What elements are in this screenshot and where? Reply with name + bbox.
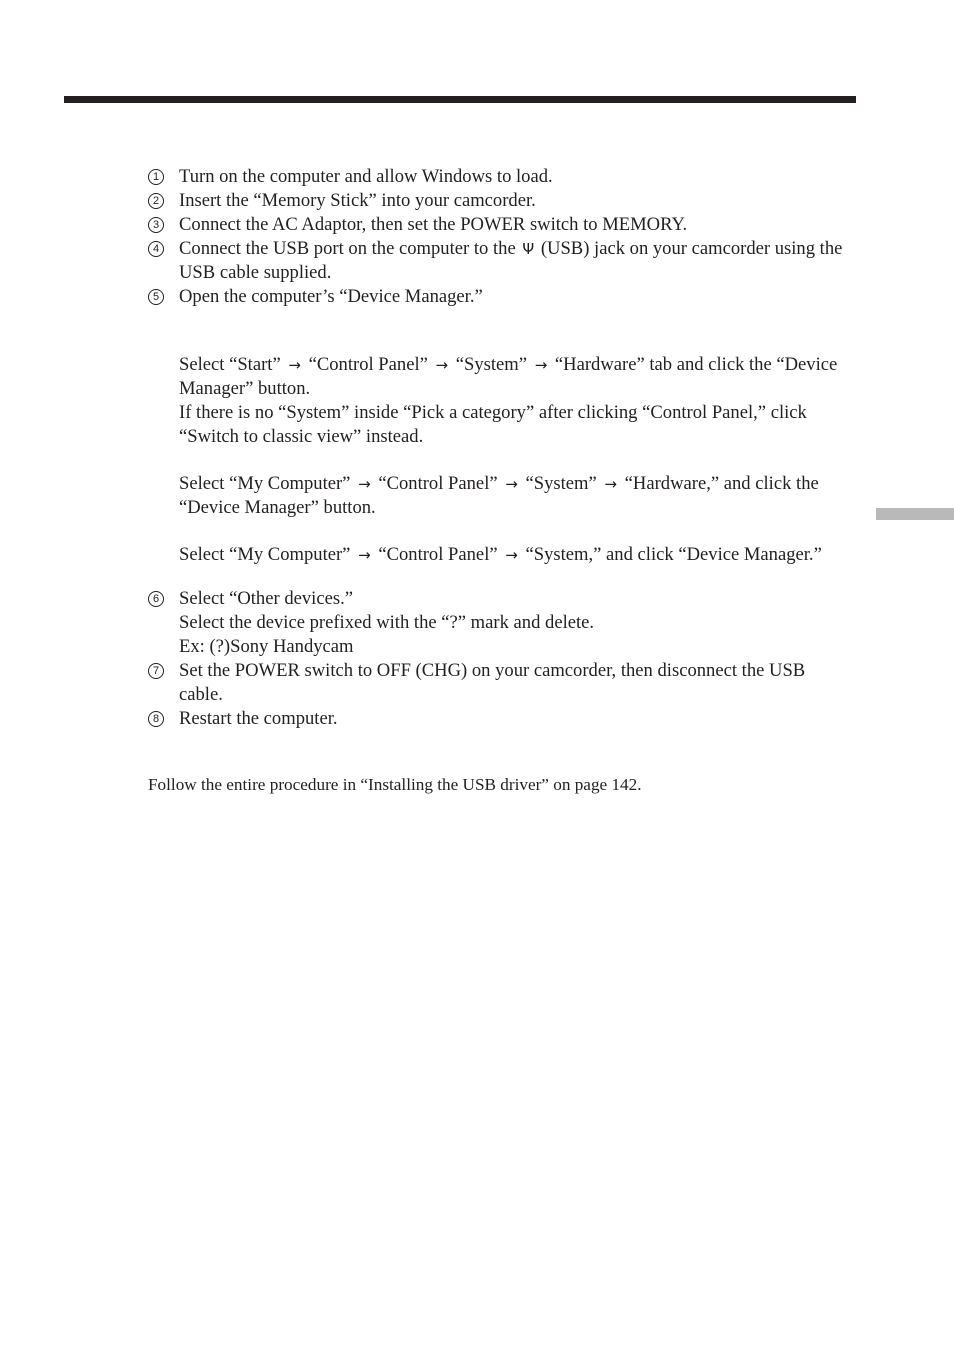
step-text: Restart the computer. xyxy=(179,708,338,729)
step-text: Connect the AC Adaptor, then set the POWER switch to MEMORY. xyxy=(179,214,688,235)
step-text: Insert the “Memory Stick” into your camcorder. xyxy=(179,190,536,211)
step-text: Set the POWER switch to OFF (CHG) on your camcorder, then disconnect the USB cable. xyxy=(179,660,806,705)
arrow-icon: → xyxy=(358,475,371,493)
os-instruction-1-note: If there is no “System” inside “Pick a category” after clicking “Control Panel,” click “Switch to classic view” instead. xyxy=(179,402,807,447)
os-instruction-1: Select “Start” → “Control Panel” → “System” → “Hardware” tab and click the “Device Manager” button. xyxy=(179,354,838,399)
os-instruction-3: Select “My Computer” → “Control Panel” → “System,” and click “Device Manager.” xyxy=(179,544,822,565)
step-number: 2 xyxy=(148,193,164,209)
final-instruction: Follow the entire procedure in “Installing the USB driver” on page 142. xyxy=(148,775,642,794)
step-number: 7 xyxy=(148,663,164,679)
step-number: 3 xyxy=(148,217,164,233)
step-number: 6 xyxy=(148,591,164,607)
step-number: 4 xyxy=(148,241,164,257)
arrow-icon: → xyxy=(505,475,518,493)
instructions-body xyxy=(148,165,848,797)
step-number: 5 xyxy=(148,289,164,305)
usb-icon: Ψ xyxy=(522,240,535,258)
step-1 xyxy=(148,165,848,189)
step-text: Turn on the computer and allow Windows to load. xyxy=(179,166,553,187)
arrow-icon: → xyxy=(358,546,371,564)
step-text: (USB) jack on your camcorder using the USB cable supplied. xyxy=(179,238,843,283)
step-6 xyxy=(148,587,848,659)
step-7 xyxy=(148,659,848,707)
step-5 xyxy=(148,285,848,309)
arrow-icon: → xyxy=(288,356,301,374)
step-4 xyxy=(148,237,848,285)
step-3 xyxy=(148,213,848,237)
step-text: Ex: (?)Sony Handycam xyxy=(179,636,354,657)
arrow-icon: → xyxy=(505,546,518,564)
step-text: Select the device prefixed with the “?” mark and delete. xyxy=(179,612,595,633)
step-2 xyxy=(148,189,848,213)
arrow-icon: → xyxy=(534,356,548,374)
header-rule xyxy=(64,96,856,103)
step-text: Open the computer’s “Device Manager.” xyxy=(179,286,483,307)
step-number: 8 xyxy=(148,711,164,727)
step-8 xyxy=(148,707,848,731)
step-number: 1 xyxy=(148,169,164,185)
arrow-icon: → xyxy=(435,356,449,374)
os-instruction-2: Select “My Computer” → “Control Panel” → “System” → “Hardware,” and click the “Device Manager” button. xyxy=(179,473,819,518)
step-text: Select “Other devices.” xyxy=(179,588,353,609)
section-tab-marker xyxy=(876,508,954,520)
step-text: Connect the USB port on the computer to the xyxy=(179,238,516,259)
arrow-icon: → xyxy=(604,475,617,493)
